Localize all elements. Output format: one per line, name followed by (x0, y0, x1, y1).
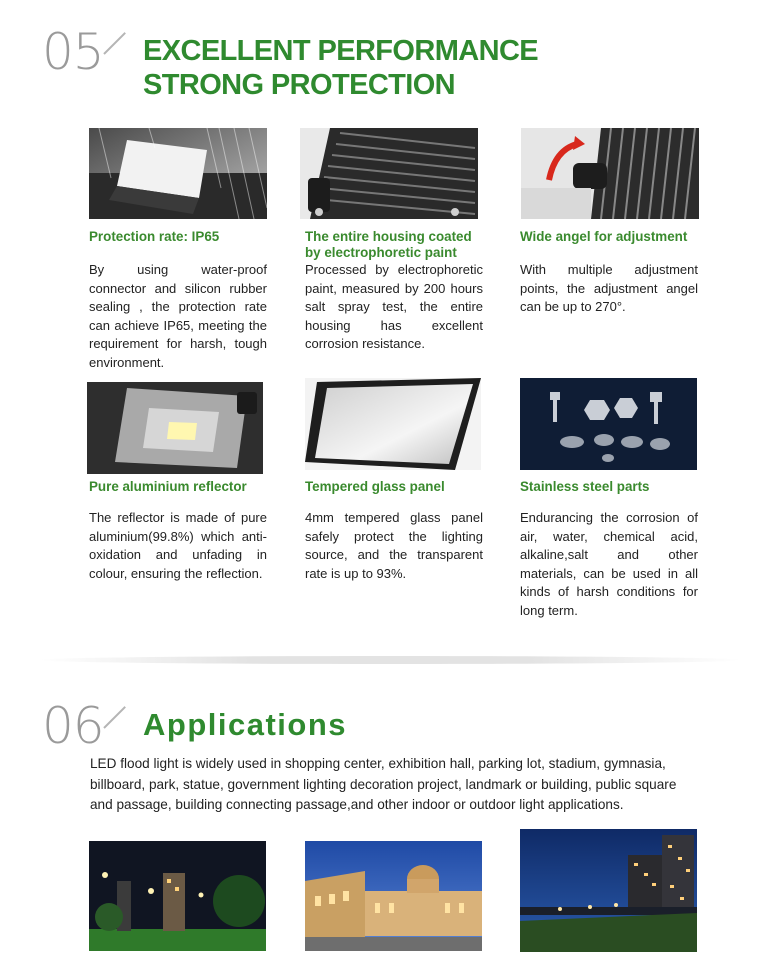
feature-title-adjustment: Wide angel for adjustment (520, 229, 688, 244)
feature-text-reflector: The reflector is made of pure aluminium(99.8%) which anti-oxidation and unfading in colour, ensuring the reflection. (89, 510, 267, 581)
feature-image-housing (300, 128, 478, 219)
section-05-number: 05 (42, 23, 104, 81)
application-image-palace (305, 841, 482, 951)
section-06-slash (103, 706, 126, 729)
application-image-park (89, 841, 266, 951)
applications-description: LED flood light is widely used in shopping center, exhibition hall, parking lot, stadium, gymnasia, billboard, park, statue, government lighting decoration project, landmark or building, public square and passage, building connecting passage,and other indoor or outdoor light applications. (90, 756, 677, 812)
feature-title-steel: Stainless steel parts (520, 479, 650, 494)
feature-image-glass (305, 378, 481, 470)
feature-text-ip65: By using water-proof connector and silicon rubber sealing , the protection rate can achieve IP65, meeting the requirement for harsh, tough environment. (89, 262, 267, 370)
feature-text-steel: Endurancing the corrosion of air, water, chemical acid, alkaline,salt and other materials, can be used in all kinds of harsh conditions for long term. (520, 510, 698, 618)
feature-title-ip65: Protection rate: IP65 (89, 229, 220, 244)
feature-text-glass: 4mm tempered glass panel safely protect the lighting source, and the transparent rate is up to 93%. (305, 510, 483, 581)
section-05-slash (103, 32, 126, 55)
section-06-number: 06 (42, 697, 104, 755)
feature-image-waterproof (89, 128, 267, 219)
feature-title-housing: The entire housing coated by electrophoretic paint (305, 229, 472, 260)
feature-image-adjustment (521, 128, 699, 219)
feature-image-reflector (87, 382, 263, 474)
feature-image-screws (520, 378, 697, 470)
feature-title-glass: Tempered glass panel (305, 479, 445, 494)
section-05-title-line1: EXCELLENT PERFORMANCE (143, 35, 539, 67)
feature-text-adjustment: With multiple adjustment points, the adjustment angel can be up to 270°. (520, 262, 698, 315)
application-image-waterfront (520, 829, 697, 952)
feature-text-housing: Processed by electrophoretic paint, measured by 200 hours salt spray test, the entire housing has excellent corrosion resistance. (305, 262, 483, 352)
section-divider (38, 656, 742, 664)
section-06-title: Applications (143, 707, 348, 742)
feature-title-reflector: Pure aluminium reflector (89, 479, 247, 494)
section-05-title-line2: STRONG PROTECTION (143, 69, 456, 101)
